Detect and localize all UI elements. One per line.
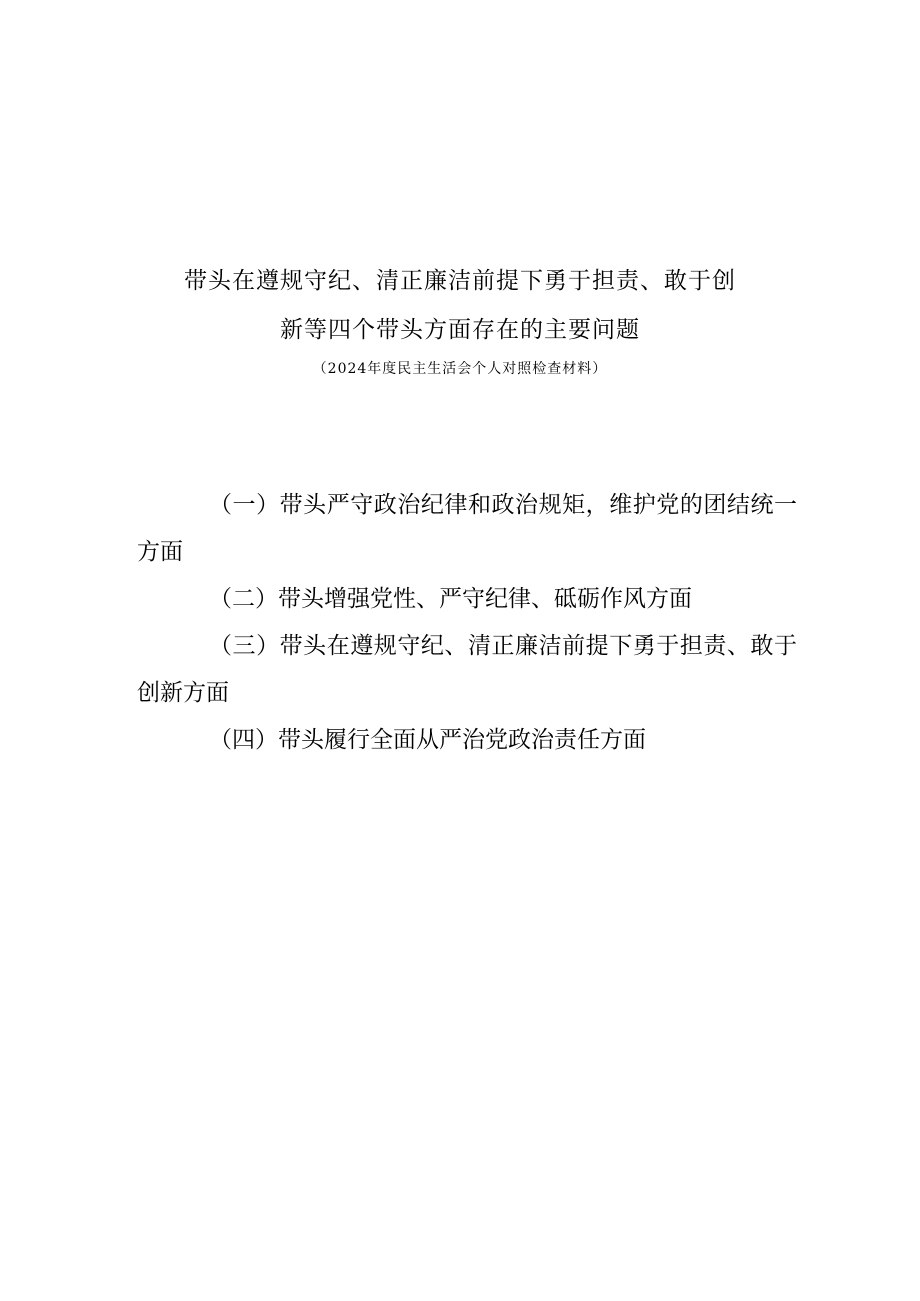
section-list: [137, 482, 797, 764]
document-subtitle: （2024年度民主生活会个人对照检查材料）: [312, 361, 608, 377]
section-heading-4: （四）带头履行全面从严治党政治责任方面: [209, 727, 646, 753]
section-heading-1: （一）带头严守政治纪律和政治规矩，维护党的团结统一方面: [137, 492, 797, 565]
section-heading-2: （二）带头增强党性、严守纪律、砥砺作风方面: [209, 586, 692, 612]
document-title-line-1: 带头在遵规守纪、清正廉洁前提下勇于担责、敢于创: [184, 268, 736, 294]
document-title-line-2: 新等四个带头方面存在的主要问题: [280, 317, 640, 343]
section-heading-3: （三）带头在遵规守纪、清正廉洁前提下勇于担责、敢于创新方面: [137, 633, 797, 706]
